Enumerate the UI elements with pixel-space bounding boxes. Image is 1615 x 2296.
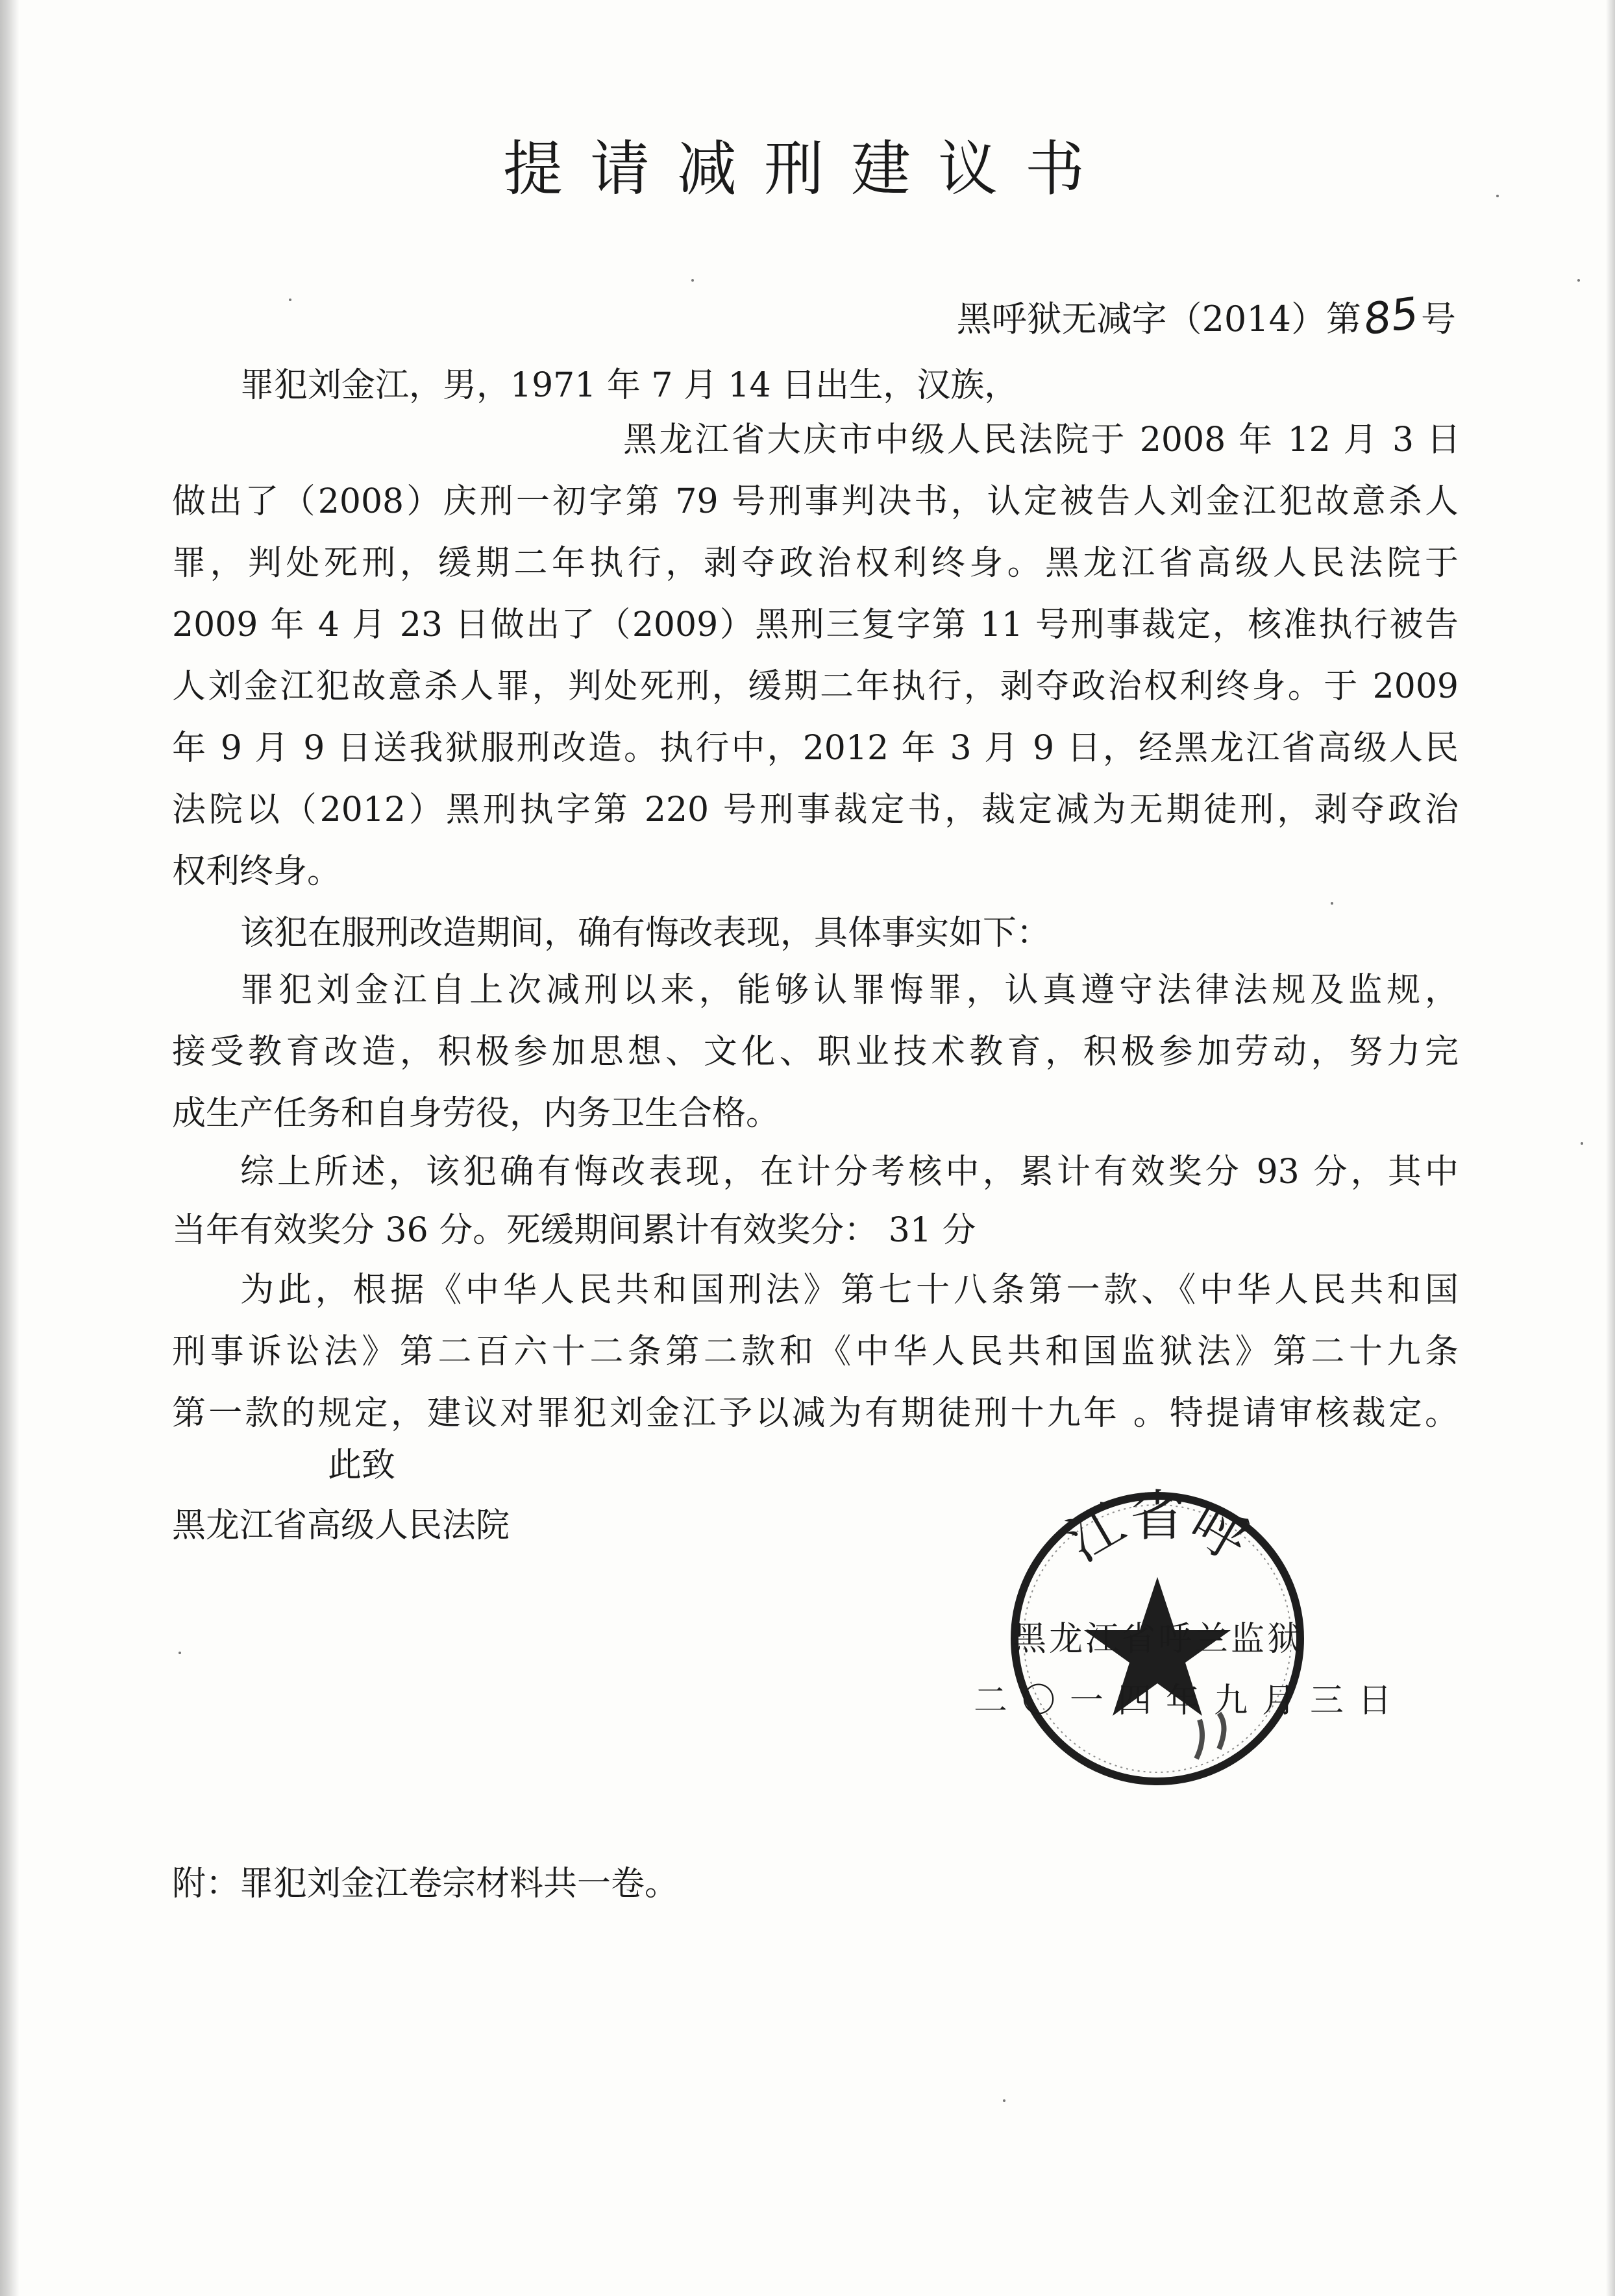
closing-salutation: 此致 (328, 1446, 396, 1485)
body-line: 该犯在服刑改造期间，确有悔改表现，具体事实如下： (240, 914, 1051, 953)
document-number-suffix: 号 (1421, 299, 1456, 339)
document-title: 提请减刑建议书 (502, 134, 1112, 204)
document-number (956, 287, 1456, 345)
body-line: 第一款的规定，建议对罪犯刘金江予以减为有期徒刑十九年 。特提请审核裁定。 (172, 1394, 1459, 1433)
body-line: 为此，根据《中华人民共和国刑法》第七十八条第一款、《中华人民共和国 (240, 1271, 1459, 1310)
scan-edge-right (1606, 0, 1615, 2296)
scan-speck (691, 279, 694, 282)
body-line: 综上所述，该犯确有悔改表现，在计分考核中，累计有效奖分 93 分，其中 (240, 1153, 1459, 1191)
seal-arc-text: 江省呼 (1056, 1486, 1259, 1574)
body-line: 黑龙江省大庆市中级人民法院于 2008 年 12 月 3 日 (623, 421, 1461, 459)
scan-edge-left (0, 0, 19, 2296)
attachment-note: 附：罪犯刘金江卷宗材料共一卷。 (172, 1864, 679, 1903)
body-line: 刑事诉讼法》第二百六十二条第二款和《中华人民共和国监狱法》第二十九条 (172, 1332, 1459, 1371)
body-line: 2009 年 4 月 23 日做出了（2009）黑刑三复字第 11 号刑事裁定，核准执行被告 (172, 605, 1459, 644)
scan-speck (1577, 279, 1580, 282)
body-line: 罪，判处死刑，缓期二年执行，剥夺政治权利终身。黑龙江省高级人民法院于 (172, 544, 1459, 583)
document-number-prefix: 黑呼狱无减字（2014）第 (956, 299, 1362, 339)
closing-recipient: 黑龙江省高级人民法院 (172, 1506, 510, 1545)
scan-speck (1581, 1142, 1583, 1145)
scan-speck (1331, 902, 1333, 905)
body-line: 罪犯刘金江，男，1971 年 7 月 14 日出生，汉族， (240, 366, 1018, 405)
body-line: 罪犯刘金江自上次减刑以来，能够认罪悔罪，认真遵守法律法规及监规， (240, 971, 1459, 1010)
document-number-handwritten: 85 (1360, 287, 1422, 345)
scan-speck (1003, 2099, 1005, 2102)
body-line: 法院以（2012）黑刑执字第 220 号刑事裁定书，裁定减为无期徒刑，剥夺政治 (172, 790, 1459, 829)
body-line: 做出了（2008）庆刑一初字第 79 号刑事判决书，认定被告人刘金江犯故意杀人 (172, 482, 1459, 521)
scan-speck (1496, 195, 1499, 197)
body-line: 人刘金江犯故意杀人罪，判处死刑，缓期二年执行，剥夺政治权利终身。于 2009 (172, 667, 1459, 706)
body-line: 接受教育改造，积极参加思想、文化、职业技术教育，积极参加劳动，努力完 (172, 1032, 1459, 1071)
body-line: 年 9 月 9 日送我狱服刑改造。执行中，2012 年 3 月 9 日，经黑龙江省高级人民 (172, 729, 1459, 768)
body-line: 权利终身。 (172, 852, 341, 891)
signature-date: 二〇一四年九月三日 (974, 1681, 1407, 1720)
body-line: 当年有效奖分 36 分。死缓期间累计有效奖分： 31 分 (172, 1211, 976, 1250)
signature-issuer: 黑龙江省呼兰监狱 (1013, 1620, 1304, 1659)
scan-speck (179, 1652, 181, 1654)
body-line: 成生产任务和自身劳役，内务卫生合格。 (172, 1094, 780, 1133)
scan-speck (289, 299, 291, 301)
